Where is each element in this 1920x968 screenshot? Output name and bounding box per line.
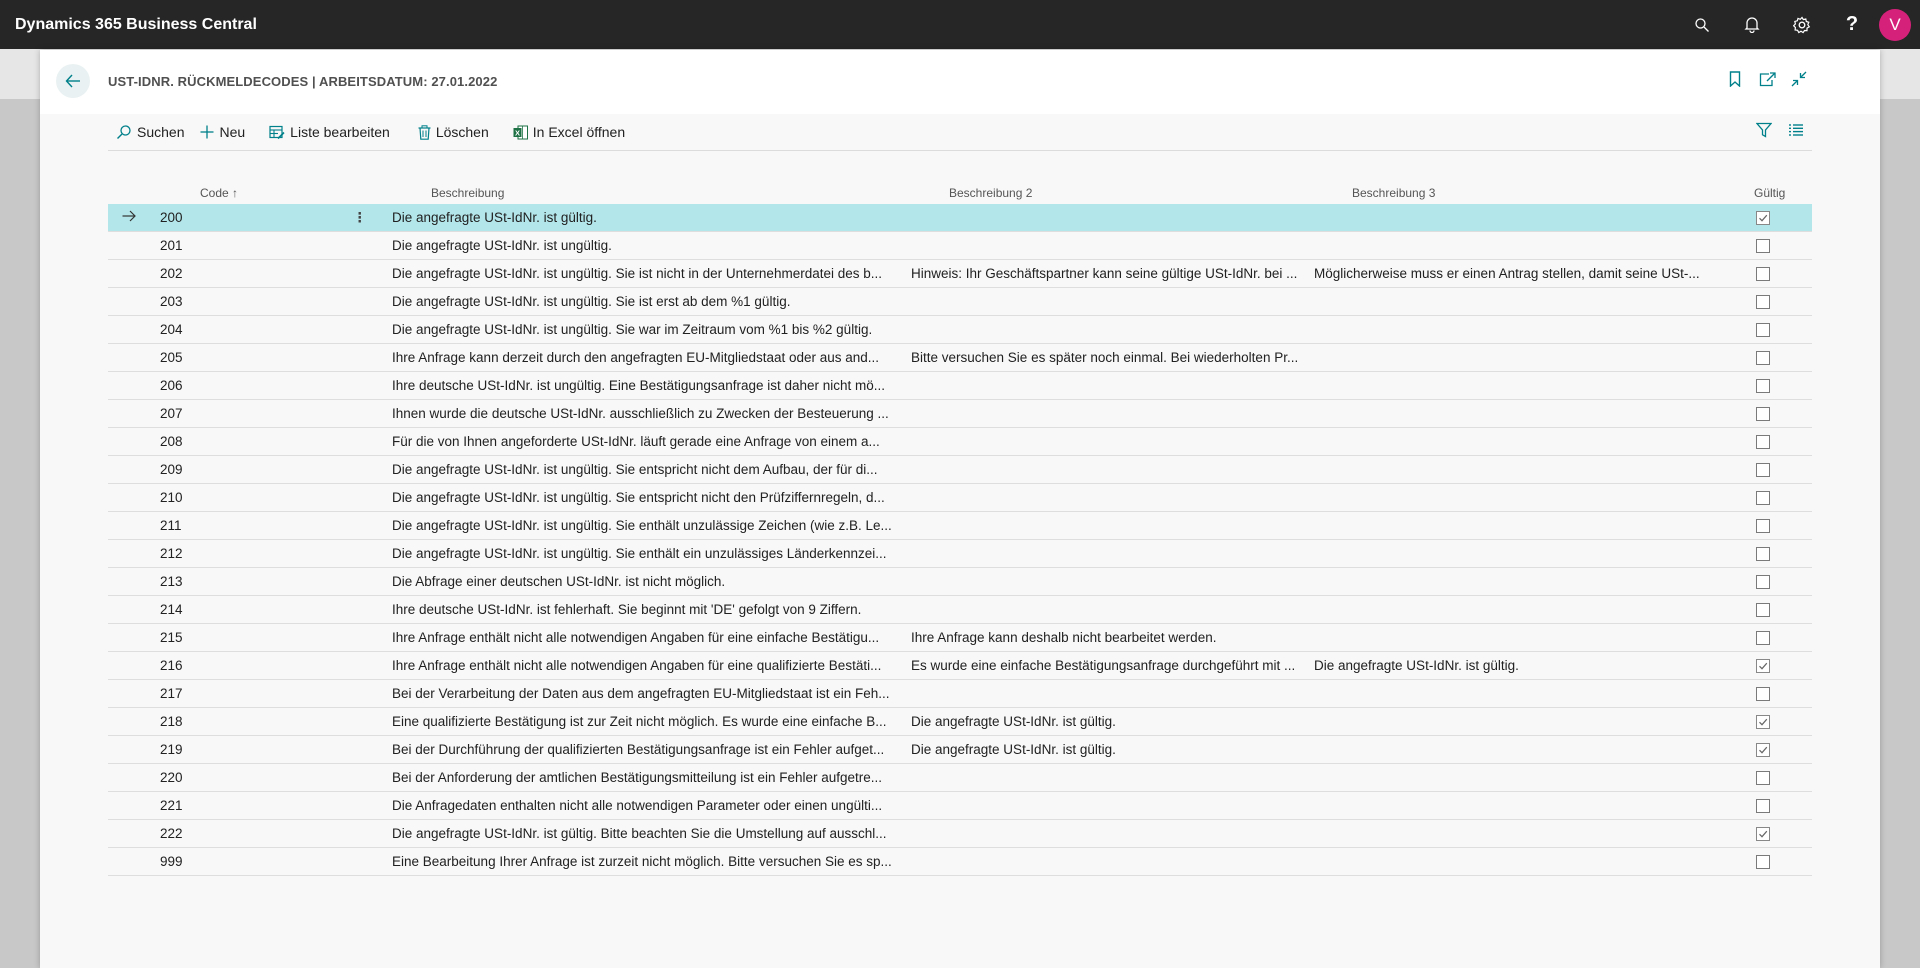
checkmark-icon [1758,717,1768,727]
avatar[interactable]: V [1879,9,1911,41]
cell-description[interactable]: Ihre deutsche USt-IdNr. ist ungültig. Eine Bestätigungsanfrage ist daher nicht mö... [392,378,886,393]
cell-description[interactable]: Bei der Verarbeitung der Daten aus dem angefragten EU-Mitgliedstaat ist ein Feh... [392,686,890,701]
valid-checkbox[interactable] [1756,435,1770,449]
cell-description[interactable]: Die angefragte USt-IdNr. ist ungültig. Sie entspricht nicht dem Aufbau, der für di... [392,462,878,477]
cell-code[interactable]: 217 [160,686,183,701]
cell-description[interactable]: Die angefragte USt-IdNr. ist ungültig. Sie enthält ein unzulässiges Länderkennzei... [392,546,887,561]
column-header-description-2[interactable]: Beschreibung 2 [949,186,1033,200]
cell-code[interactable]: 200 [160,210,183,225]
table-row[interactable] [108,260,1812,288]
cell-description[interactable]: Bei der Anforderung der amtlichen Bestätigungsmitteilung ist ein Fehler aufgetre... [392,770,883,785]
bookmark-icon[interactable] [1726,70,1744,88]
list-view-icon[interactable] [1788,123,1804,142]
cell-description[interactable]: Für die von Ihnen angeforderte USt-IdNr. läuft gerade eine Anfrage von einem a... [392,434,880,449]
cell-code[interactable]: 206 [160,378,183,393]
table-row[interactable] [108,624,1812,652]
cell-code[interactable]: 221 [160,798,183,813]
cell-code[interactable]: 211 [160,518,182,533]
new-button[interactable] [192,117,253,147]
valid-checkbox[interactable] [1756,267,1770,281]
valid-checkbox[interactable] [1756,547,1770,561]
search-button[interactable] [108,117,192,147]
bell-icon[interactable] [1727,0,1777,49]
new-label: Neu [219,124,246,140]
search-icon[interactable] [1677,0,1727,49]
table-row[interactable] [108,820,1812,848]
table-row[interactable] [108,680,1812,708]
svg-text:X: X [514,128,520,137]
table-row[interactable] [108,764,1812,792]
valid-checkbox[interactable] [1756,239,1770,253]
cell-description[interactable]: Die angefragte USt-IdNr. ist ungültig. Sie ist nicht in der Unternehmerdatei des b... [392,266,883,281]
table-row[interactable] [108,792,1812,820]
cell-description-3[interactable]: Möglicherweise muss er einen Antrag stellen, damit seine USt-... [1314,266,1700,281]
help-glyph: ? [1845,13,1859,35]
action-bar [108,114,1812,151]
grid-header [108,182,1812,204]
row-menu-button[interactable]: ⋮ [353,210,367,225]
valid-checkbox[interactable] [1756,659,1770,673]
cell-code[interactable]: 205 [160,350,183,365]
list-grid [108,182,1812,876]
edit-list-button[interactable] [261,117,398,147]
open-new-window-icon[interactable] [1758,70,1776,88]
cell-description-2[interactable]: Die angefragte USt-IdNr. ist gültig. [911,742,1116,757]
page-title: UST-IDNR. RÜCKMELDECODES | ARBEITSDATUM: 27.01.2022 [108,74,498,89]
edit-list-label: Liste bearbeiten [290,124,390,140]
cell-description[interactable]: Die angefragte USt-IdNr. ist gültig. [392,210,597,225]
table-row[interactable] [108,708,1812,736]
page-header [40,50,1880,114]
valid-checkbox[interactable] [1756,491,1770,505]
search-icon [116,124,132,140]
cell-description-2[interactable]: Bitte versuchen Sie es später noch einmal. Bei wiederholten Pr... [911,350,1299,365]
valid-checkbox[interactable] [1756,603,1770,617]
table-row[interactable] [108,204,1812,232]
back-button[interactable] [56,64,90,98]
cell-description[interactable]: Ihnen wurde die deutsche USt-IdNr. ausschließlich zu Zwecken der Besteuerung ... [392,406,889,421]
column-header-code[interactable]: Code ↑ [200,186,239,200]
cell-code[interactable]: 219 [160,742,183,757]
valid-checkbox[interactable] [1756,827,1770,841]
cell-description-2[interactable]: Es wurde eine einfache Bestätigungsanfrage durchgeführt mit ... [911,658,1296,673]
valid-checkbox[interactable] [1756,407,1770,421]
plus-icon [200,125,214,139]
collapse-icon[interactable] [1790,70,1808,88]
cell-description[interactable]: Ihre deutsche USt-IdNr. ist fehlerhaft. Sie beginnt mit 'DE' gefolgt von 9 Ziffern. [392,602,862,617]
grid-body [108,204,1812,876]
table-row[interactable] [108,400,1812,428]
table-row[interactable] [108,652,1812,680]
cell-code[interactable]: 215 [160,630,183,645]
excel-icon [513,125,528,140]
valid-checkbox[interactable] [1756,463,1770,477]
cell-code[interactable]: 220 [160,770,183,785]
gear-icon[interactable] [1777,0,1827,49]
table-row[interactable] [108,372,1812,400]
valid-checkbox[interactable] [1756,771,1770,785]
valid-checkbox[interactable] [1756,295,1770,309]
table-row[interactable] [108,848,1812,876]
checkmark-icon [1758,829,1768,839]
search-label: Suchen [137,124,185,140]
table-row[interactable] [108,456,1812,484]
cell-code[interactable]: 212 [160,546,183,561]
cell-code[interactable]: 202 [160,266,183,281]
cell-code[interactable]: 999 [160,854,183,869]
valid-checkbox[interactable] [1756,575,1770,589]
cell-description[interactable]: Ihre Anfrage kann derzeit durch den angefragten EU-Mitgliedstaat oder aus and... [392,350,880,365]
cell-code[interactable]: 207 [160,406,183,421]
filter-icon[interactable] [1756,122,1772,143]
cell-code[interactable]: 201 [160,238,183,253]
cell-code[interactable]: 216 [160,658,183,673]
page-content [40,114,1880,968]
cell-code[interactable]: 214 [160,602,183,617]
back-arrow-icon [65,74,81,88]
table-row[interactable] [108,540,1812,568]
valid-checkbox[interactable] [1756,799,1770,813]
cell-description[interactable]: Eine qualifizierte Bestätigung ist zur Zeit nicht möglich. Es wurde eine einfache B... [392,714,887,729]
cell-description[interactable]: Ihre Anfrage enthält nicht alle notwendigen Angaben für eine einfache Bestätigu... [392,630,880,645]
list-page [40,50,1880,968]
checkmark-icon [1758,213,1768,223]
cell-description[interactable]: Die angefragte USt-IdNr. ist ungültig. [392,238,612,253]
valid-checkbox[interactable] [1756,855,1770,869]
cell-description-2[interactable]: Die angefragte USt-IdNr. ist gültig. [911,714,1116,729]
cell-description[interactable]: Eine Bearbeitung Ihrer Anfrage ist zurzeit nicht möglich. Bitte versuchen Sie es sp... [392,854,892,869]
cell-code[interactable]: 210 [160,490,183,505]
app-bar [0,0,1920,49]
cell-code[interactable]: 208 [160,434,183,449]
cell-description[interactable]: Die angefragte USt-IdNr. ist ungültig. Sie ist erst ab dem %1 gültig. [392,294,791,309]
cell-description[interactable]: Die angefragte USt-IdNr. ist gültig. Bitte beachten Sie die Umstellung auf ausschl... [392,826,887,841]
valid-checkbox[interactable] [1756,351,1770,365]
cell-description[interactable]: Die angefragte USt-IdNr. ist ungültig. Sie enthält unzulässige Zeichen (wie z.B. Le... [392,518,892,533]
valid-checkbox[interactable] [1756,323,1770,337]
cell-description[interactable]: Die Anfragedaten enthalten nicht alle notwendigen Parameter oder einen ungülti... [392,798,883,813]
delete-button[interactable] [410,117,497,147]
valid-checkbox[interactable] [1756,687,1770,701]
table-row[interactable] [108,232,1812,260]
table-row[interactable] [108,288,1812,316]
cell-code[interactable]: 213 [160,574,183,589]
cell-code[interactable]: 209 [160,462,183,477]
cell-description[interactable]: Die angefragte USt-IdNr. ist ungültig. Sie entspricht nicht den Prüfziffernregeln, d... [392,490,885,505]
help-icon[interactable] [1827,0,1877,49]
excel-label: In Excel öffnen [532,124,626,140]
table-row[interactable] [108,596,1812,624]
cell-description[interactable]: Die Abfrage einer deutschen USt-IdNr. ist nicht möglich. [392,574,726,589]
cell-description[interactable]: Die angefragte USt-IdNr. ist ungültig. Sie war im Zeitraum vom %1 bis %2 gültig. [392,322,873,337]
table-row[interactable] [108,428,1812,456]
column-header-valid[interactable]: Gültig [1754,186,1786,200]
cell-description[interactable]: Ihre Anfrage enthält nicht alle notwendigen Angaben für eine qualifizierte Bestäti... [392,658,882,673]
table-row[interactable] [108,316,1812,344]
trash-icon [418,125,431,140]
cell-description-2[interactable]: Hinweis: Ihr Geschäftspartner kann seine gültige USt-IdNr. bei ... [911,266,1298,281]
row-indicator-arrow-icon [122,210,142,225]
table-row[interactable] [108,512,1812,540]
app-title[interactable]: Dynamics 365 Business Central [15,15,257,33]
valid-checkbox[interactable] [1756,519,1770,533]
cell-description-2[interactable]: Ihre Anfrage kann deshalb nicht bearbeitet werden. [911,630,1217,645]
table-row[interactable] [108,736,1812,764]
valid-checkbox[interactable] [1756,743,1770,757]
cell-code[interactable]: 222 [160,826,183,841]
cell-description[interactable]: Bei der Durchführung der qualifizierten Bestätigungsanfrage ist ein Fehler aufget... [392,742,885,757]
table-row[interactable] [108,344,1812,372]
edit-list-icon [269,125,285,140]
valid-checkbox[interactable] [1756,379,1770,393]
valid-checkbox[interactable] [1756,211,1770,225]
column-header-description-3[interactable]: Beschreibung 3 [1352,186,1436,200]
column-header-description[interactable]: Beschreibung [431,186,505,200]
delete-label: Löschen [435,124,489,140]
open-in-excel-button[interactable] [505,117,633,147]
checkmark-icon [1758,661,1768,671]
cell-code[interactable]: 203 [160,294,183,309]
checkmark-icon [1758,745,1768,755]
cell-code[interactable]: 204 [160,322,183,337]
valid-checkbox[interactable] [1756,715,1770,729]
valid-checkbox[interactable] [1756,631,1770,645]
cell-description-3[interactable]: Die angefragte USt-IdNr. ist gültig. [1314,658,1519,673]
table-row[interactable] [108,568,1812,596]
cell-code[interactable]: 218 [160,714,183,729]
table-row[interactable] [108,484,1812,512]
